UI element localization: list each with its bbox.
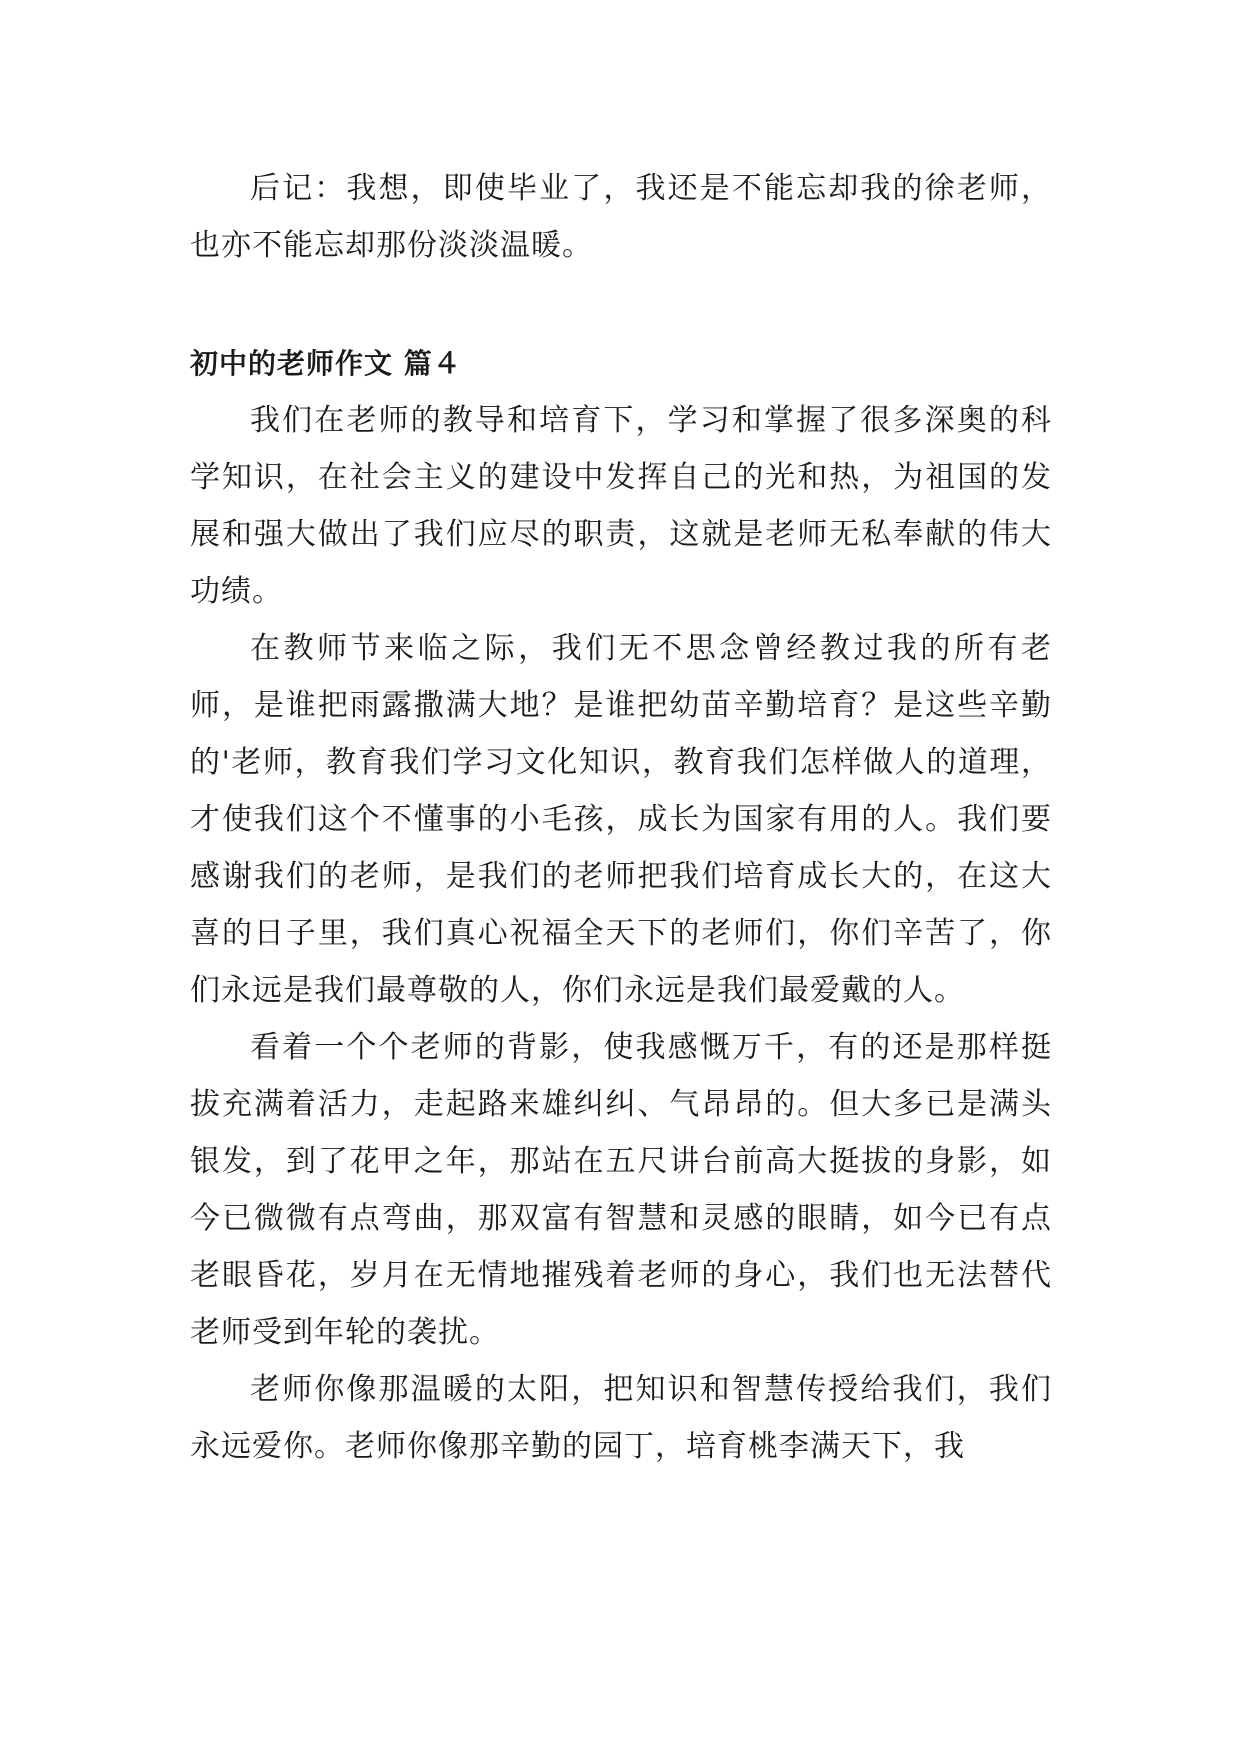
body-paragraph-4: 老师你像那温暖的太阳，把知识和智慧传授给我们，我们永远爱你。老师你像那辛勤的园丁，培育桃李满天下，我 xyxy=(190,1372,1052,1464)
afterword-block xyxy=(190,160,1052,274)
essay-section xyxy=(190,335,1052,1475)
afterword-paragraph: 后记：我想，即使毕业了，我还是不能忘却我的徐老师，也亦不能忘却那份淡淡温暖。 xyxy=(190,171,1052,263)
body-paragraph-3: 看着一个个老师的背影，使我感慨万千，有的还是那样挺拔充满着活力，走起路来雄纠纠、气昂昂的。但大多已是满头银发，到了花甲之年，那站在五尺讲台前高大挺拔的身影，如今已微微有点弯曲，那双富有智慧和灵感的眼睛，如今已有点老眼昏花，岁月在无情地摧残着老师的身心，我们也无法替代老师受到年轮的袭扰。 xyxy=(190,1030,1052,1350)
body-paragraph-1: 我们在老师的教导和培育下，学习和掌握了很多深奥的科学知识，在社会主义的建设中发挥自己的光和热，为祖国的发展和强大做出了我们应尽的职责，这就是老师无私奉献的伟大功绩。 xyxy=(190,403,1052,609)
section-heading: 初中的老师作文 篇４ xyxy=(190,347,462,380)
body-paragraph-2: 在教师节来临之际，我们无不思念曾经教过我的所有老师，是谁把雨露撒满大地？是谁把幼苗辛勤培育？是这些辛勤的'老师，教育我们学习文化知识，教育我们怎样做人的道理，才使我们这个不懂事的小毛孩，成长为国家有用的人。我们要感谢我们的老师，是我们的老师把我们培育成长大的，在这大喜的日子里，我们真心祝福全天下的老师们，你们辛苦了，你们永远是我们最尊敬的人，你们永远是我们最爱戴的人。 xyxy=(190,631,1052,1008)
